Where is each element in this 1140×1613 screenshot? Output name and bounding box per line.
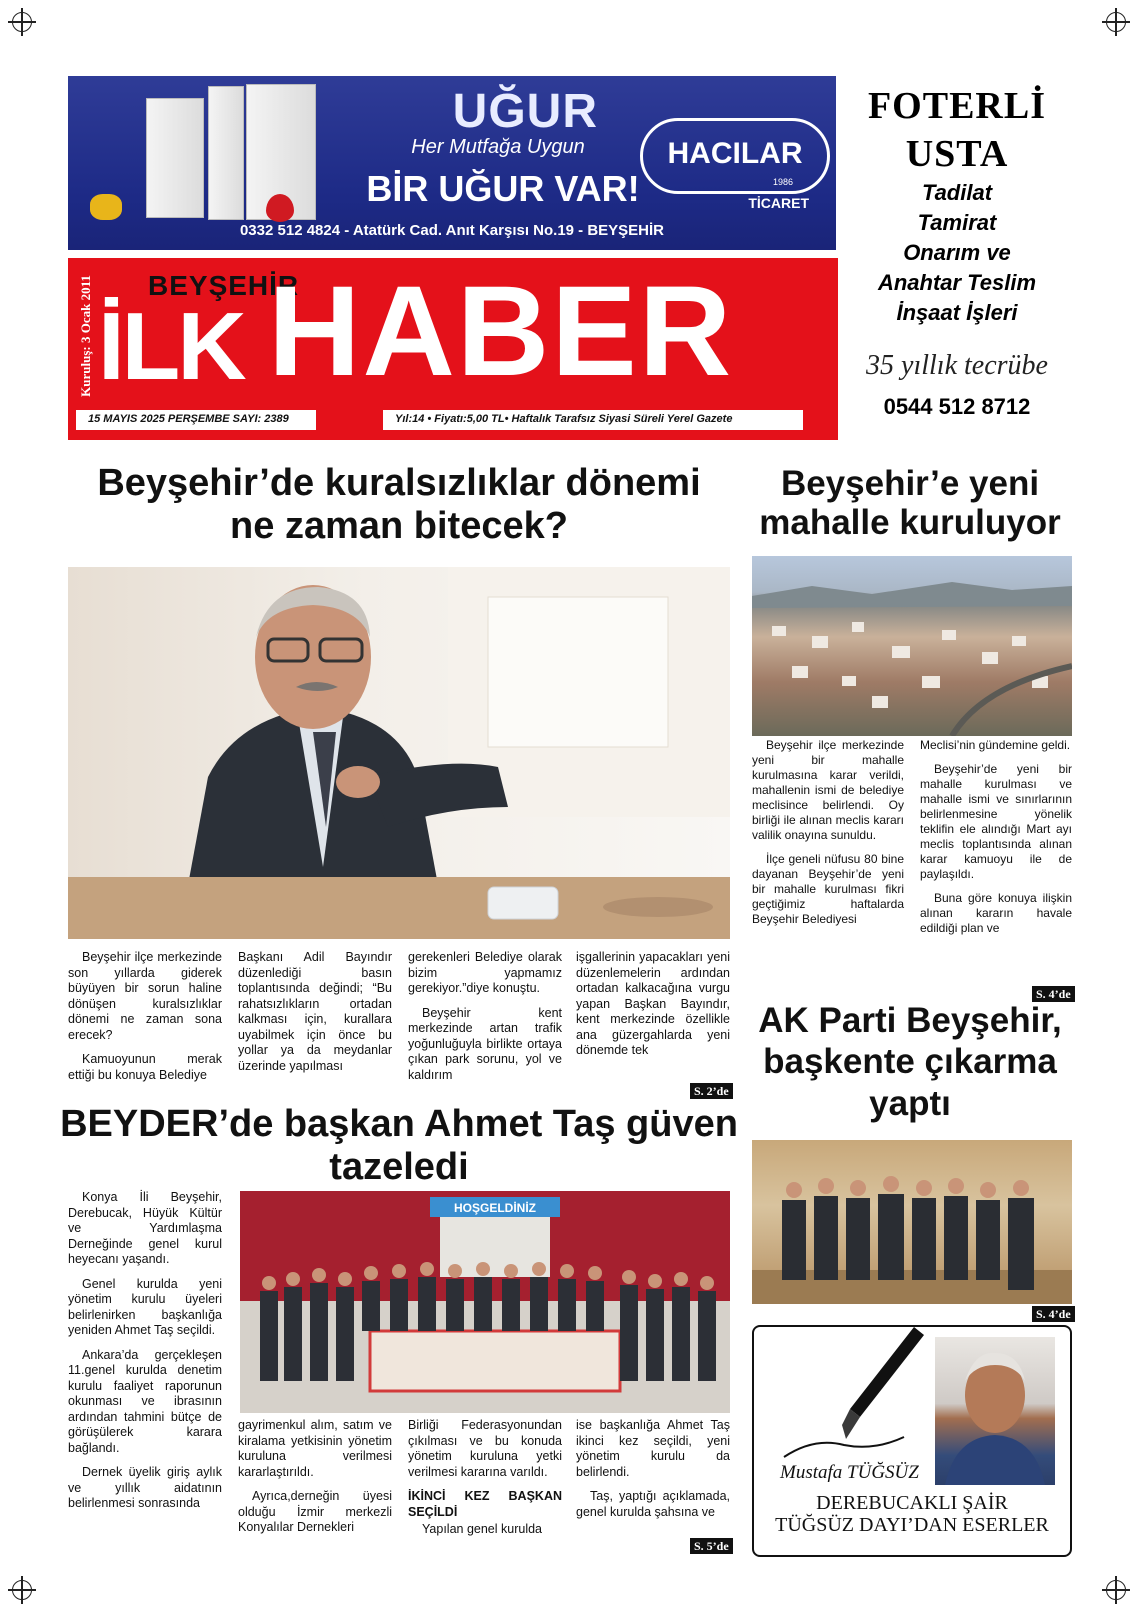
paragraph: Birliği Federasyonundan çıkılması ve bu konuda yönetim kuruluna yetki verilmesi kararına varıldı.	[408, 1418, 562, 1479]
main-story-headline[interactable]	[60, 462, 738, 547]
poet-name: Mustafa TÜĞSÜZ	[780, 1462, 919, 1483]
headline-line: yaptı	[869, 1083, 951, 1123]
registration-mark-top-right	[1106, 12, 1126, 32]
headline-line: ne zaman bitecek?	[230, 504, 568, 547]
side-story-headline[interactable]	[740, 464, 1080, 542]
registration-mark-top-left	[12, 12, 32, 32]
refrigerator-image	[208, 86, 244, 220]
page-reference[interactable]: S. 2’de	[690, 1083, 733, 1099]
issue-date-bar: 15 MAYIS 2025 PERŞEMBE SAYI: 2389	[76, 410, 316, 430]
subheading: İKİNCİ KEZ BAŞKAN SEÇİLDİ	[408, 1489, 562, 1519]
main-story-column	[68, 950, 222, 1092]
founding-date: Kuruluş: 3 Ocak 2011	[78, 275, 93, 397]
man-at-desk-image	[68, 567, 730, 939]
paragraph: gayrimenkul alım, satım ve kiralama yetkisinin yönetim kuruluna verilmesi kararlaştırıldı.	[238, 1418, 392, 1479]
paragraph: ise başkanlığa Ahmet Taş ikinci kez seçildi, yeni yönetim kurulu da belirlendi.	[576, 1418, 730, 1479]
masthead-city: BEYŞEHİR	[148, 270, 300, 301]
poet-portrait-image	[935, 1337, 1055, 1485]
headline-line: Beyşehir’de kuralsızlıklar dönemi	[97, 462, 701, 504]
side-ad-title-line: FOTERLİ	[867, 85, 1047, 127]
ad-brand-name: UĞUR	[452, 85, 598, 138]
beyder-story-column	[238, 1418, 392, 1545]
headline-line: Beyşehir’e yeni	[780, 464, 1040, 503]
paragraph: Beyşehir ilçe merkezinde son yıllarda giderek büyüyen bir sorun haline dönüşen kuralsızlıklar dönemi ne zaman sona erecek?	[68, 950, 222, 1042]
issue-info-bar: Yıl:14 • Fiyatı:5,00 TL• Haftalık Tarafsız Siyasi Süreli Yerel Gazete	[383, 410, 803, 430]
assembly-group-image	[240, 1191, 730, 1413]
beyder-story-headline[interactable]	[60, 1103, 738, 1188]
paragraph: Konya İli Beyşehir, Derebucak, Hüyük Kültür ve Yardımlaşma Derneğinde genel kurul heyecanı yaşandı.	[68, 1190, 222, 1266]
side-ad-title	[844, 82, 1070, 178]
headline-line: BEYDER’de başkan Ahmet Taş güven	[60, 1103, 738, 1145]
headline-line: başkente çıkarma	[763, 1042, 1057, 1082]
poet-column-box[interactable]	[752, 1325, 1072, 1557]
poet-title: TÜĞSÜZ DAYI’DAN ESERLER	[775, 1514, 1049, 1536]
masthead-name-part1: İLK	[98, 293, 244, 400]
paragraph: işgallerinin yapacakları yeni düzenlemelerin ardından ortadan kalkacağına vurgu yapan Başkan Bayındır, kent merkezinde özellikle ana güzergahlarda yeni dönemde tek	[576, 950, 730, 1057]
side-story-column	[920, 738, 1072, 945]
masthead-name-part2: HABER	[268, 260, 734, 403]
page-reference[interactable]: S. 4’de	[1032, 1306, 1075, 1322]
hacilar-logo	[640, 118, 830, 211]
poet-face-image	[935, 1337, 1055, 1485]
headline-line: AK Parti Beyşehir,	[758, 1001, 1062, 1040]
side-ad-phone: 0544 512 8712	[883, 394, 1031, 419]
ak-story-photo[interactable]	[752, 1140, 1072, 1304]
paragraph: İlçe geneli nüfusu 80 bine dayanan Beyşehir’de yeni bir mahalle kurulması fikri geçtiğimiz haftalarda Beyşehir Belediyesi	[752, 852, 904, 926]
ad-headline: BİR UĞUR VAR!	[366, 168, 640, 209]
side-story-photo[interactable]	[752, 556, 1072, 736]
paragraph: Beyşehir ilçe merkezinde yeni bir mahalle kurulmasına karar verildi, mahallenin ismi de belediye meclisince belirlendi. Oy birliği ile alınan meclis kararı valilik onayına sunuldu.	[752, 738, 904, 842]
paragraph: Beyşehir kent merkezinde artan trafik yoğunluğuyla birlikte ortaya çıkan park sorunu, yol ve kaldırım	[408, 1005, 562, 1082]
paragraph: Taş, yaptığı açıklamada, genel kurulda şahsına ve	[576, 1489, 730, 1519]
paragraph: Dernek üyelik giriş aylık ve yıllık aidatının belirlenmesi sonrasında	[68, 1465, 222, 1510]
beyder-story-column	[576, 1418, 730, 1529]
beyder-story-column	[408, 1418, 562, 1547]
paragraph: Beyşehir’de yeni bir mahalle kurulması ve mahalle ismi ve sınırlarının belirlenmesine yönelik teklifin ele alındığı Mart ayı meclis toplantısında alınan karar kamuoyu ile de paylaşıldı.	[920, 762, 1072, 881]
ak-story-headline[interactable]	[740, 1000, 1080, 1124]
side-ad-service: Tadilat	[921, 180, 993, 205]
side-ad-title-line: USTA	[905, 133, 1009, 175]
strawberry-image	[266, 194, 294, 222]
side-ad-service: İnşaat İşleri	[896, 300, 1018, 325]
advertisement-banner	[68, 76, 836, 250]
ad-contact: 0332 512 4824 - Atatürk Cad. Anıt Karşısı No.19 - BEYŞEHİR	[239, 222, 665, 239]
side-story-column	[752, 738, 904, 936]
fountain-pen-icon	[764, 1327, 944, 1467]
poet-title: DEREBUCAKLI ŞAİR	[816, 1492, 1008, 1514]
paragraph: Genel kurulda yeni yönetim kurulu üyeleri belirlenirken başkanlığa yeniden Ahmet Taş seçildi.	[68, 1276, 222, 1337]
main-story-column	[238, 950, 392, 1083]
paragraph: Meclisi’nin gündemine geldi.	[920, 738, 1071, 752]
registration-mark-bottom-right	[1106, 1580, 1126, 1600]
beyder-story-photo[interactable]	[240, 1191, 730, 1413]
page-reference[interactable]: S. 5’de	[690, 1538, 733, 1554]
paragraph: Buna göre konuya ilişkin alınan kararın havale edildiği plan ve	[920, 891, 1072, 935]
pepper-image	[90, 194, 122, 220]
group-photo-image	[752, 1140, 1072, 1304]
side-ad-service: Tamirat	[917, 210, 997, 235]
masthead	[68, 258, 838, 440]
paragraph: Başkanı Adil Bayındır düzenlediği basın toplantısında değindi; “Bu rahatsızlıkların ortadan kalkması için, kurallara uyabilmek için önce bu yollar ya da meydanlar üzerinde yapılması	[238, 950, 392, 1073]
main-story-column	[408, 950, 562, 1092]
side-advertisement	[844, 82, 1070, 442]
paragraph: Yapılan genel kurulda	[422, 1522, 542, 1536]
paragraph: Ankara’da gerçekleşen 11.genel kurulda denetim kurulu faaliyet raporunun okunması ve ibrasının ardından tahmini bütçe de görüşülerek karara bağlandı.	[68, 1347, 222, 1455]
paragraph: Kamuoyunun merak ettiği bu konuya Belediye	[68, 1052, 222, 1082]
side-ad-experience: 35 yıllık tecrübe	[866, 350, 1048, 381]
logo-name: HACILAR	[667, 137, 803, 170]
refrigerator-image	[146, 98, 204, 218]
registration-mark-bottom-left	[12, 1580, 32, 1600]
photo-banner-text: HOŞGELDİNİZ	[453, 1201, 537, 1215]
logo-sub: TİCARET	[748, 195, 809, 211]
logo-year: 1986	[772, 177, 793, 187]
main-story-photo[interactable]	[68, 567, 730, 939]
main-story-column	[576, 950, 730, 1068]
beyder-story-column	[68, 1190, 222, 1521]
page-reference[interactable]: S. 4’de	[1032, 986, 1075, 1002]
side-ad-service: Onarım ve	[903, 240, 1011, 265]
side-ad-service: Anahtar Teslim	[877, 270, 1037, 295]
headline-line: tazeledi	[329, 1145, 469, 1188]
aerial-city-image	[752, 556, 1072, 736]
headline-line: mahalle kuruluyor	[759, 503, 1061, 543]
ad-slogan: Her Mutfağa Uygun	[411, 136, 585, 158]
paragraph: gerekenleri Belediye olarak bizim yapmamız gerekiyor.”diye konuştu.	[408, 950, 562, 995]
paragraph: Ayrıca,derneğin üyesi olduğu İzmir merkezli Konyalılar Dernekleri	[238, 1489, 392, 1534]
